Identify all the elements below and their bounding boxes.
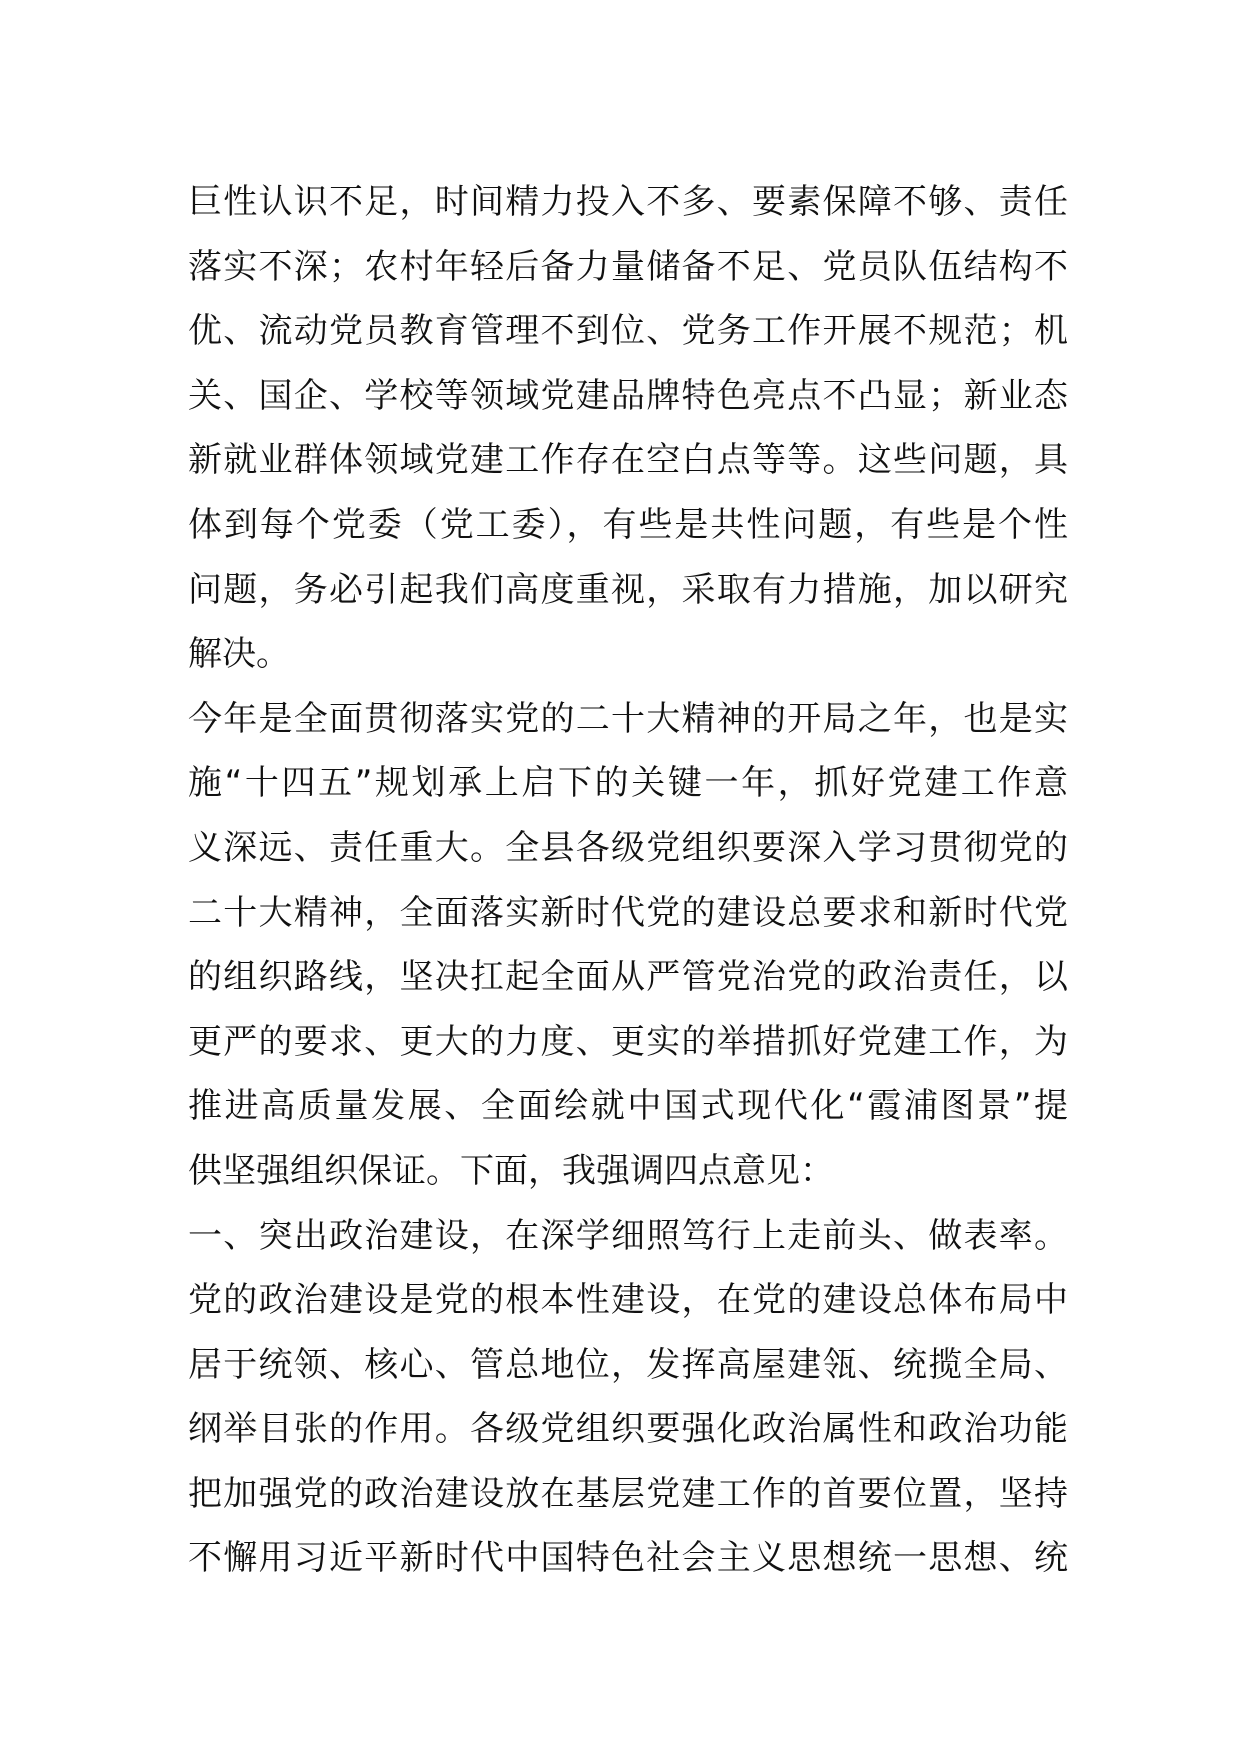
text-line: 今年是全面贯彻落实党的二十大精神的开局之年，也是实 — [188, 698, 1068, 739]
text-line: 更严的要求、更大的力度、更实的举措抓好党建工作，为 — [188, 1021, 1068, 1062]
text-line: 把加强党的政治建设放在基层党建工作的首要位置，坚持 — [188, 1473, 1068, 1514]
text-line: 体到每个党委（党工委），有些是共性问题，有些是个性 — [188, 504, 1068, 545]
text-line: 解决。 — [188, 634, 290, 675]
text-line: 一、突出政治建设，在深学细照笃行上走前头、做表率。 — [188, 1215, 1068, 1256]
text-line: 供坚强组织保证。下面，我强调四点意见： — [188, 1150, 834, 1191]
text-line: 推进高质量发展、全面绘就中国式现代化“霞浦图景”提 — [188, 1086, 1068, 1127]
text-line: 落实不深；农村年轻后备力量储备不足、党员队伍结构不 — [188, 246, 1068, 287]
text-line: 义深远、责任重大。全县各级党组织要深入学习贯彻党的 — [188, 827, 1068, 868]
text-line: 问题，务必引起我们高度重视，采取有力措施，加以研究 — [188, 569, 1068, 610]
text-line: 居于统领、核心、管总地位，发挥高屋建瓴、统揽全局、 — [188, 1344, 1068, 1385]
text-line: 的组织路线，坚决扛起全面从严管党治党的政治责任，以 — [188, 957, 1068, 998]
text-line: 施“十四五”规划承上启下的关键一年，抓好党建工作意 — [188, 763, 1068, 804]
text-line: 党的政治建设是党的根本性建设，在党的建设总体布局中 — [188, 1280, 1068, 1321]
text-line: 优、流动党员教育管理不到位、党务工作开展不规范；机 — [188, 311, 1068, 352]
text-line: 巨性认识不足，时间精力投入不多、要素保障不够、责任 — [188, 182, 1068, 222]
text-line: 纲举目张的作用。各级党组织要强化政治属性和政治功能 — [188, 1409, 1068, 1450]
text-line: 二十大精神，全面落实新时代党的建设总要求和新时代党 — [188, 892, 1068, 933]
text-line: 不懈用习近平新时代中国特色社会主义思想统一思想、统 — [188, 1538, 1068, 1579]
text-line: 新就业群体领域党建工作存在空白点等等。这些问题，具 — [188, 440, 1068, 481]
document-body — [188, 170, 1068, 1591]
text-line: 关、国企、学校等领域党建品牌特色亮点不凸显；新业态 — [188, 375, 1068, 416]
